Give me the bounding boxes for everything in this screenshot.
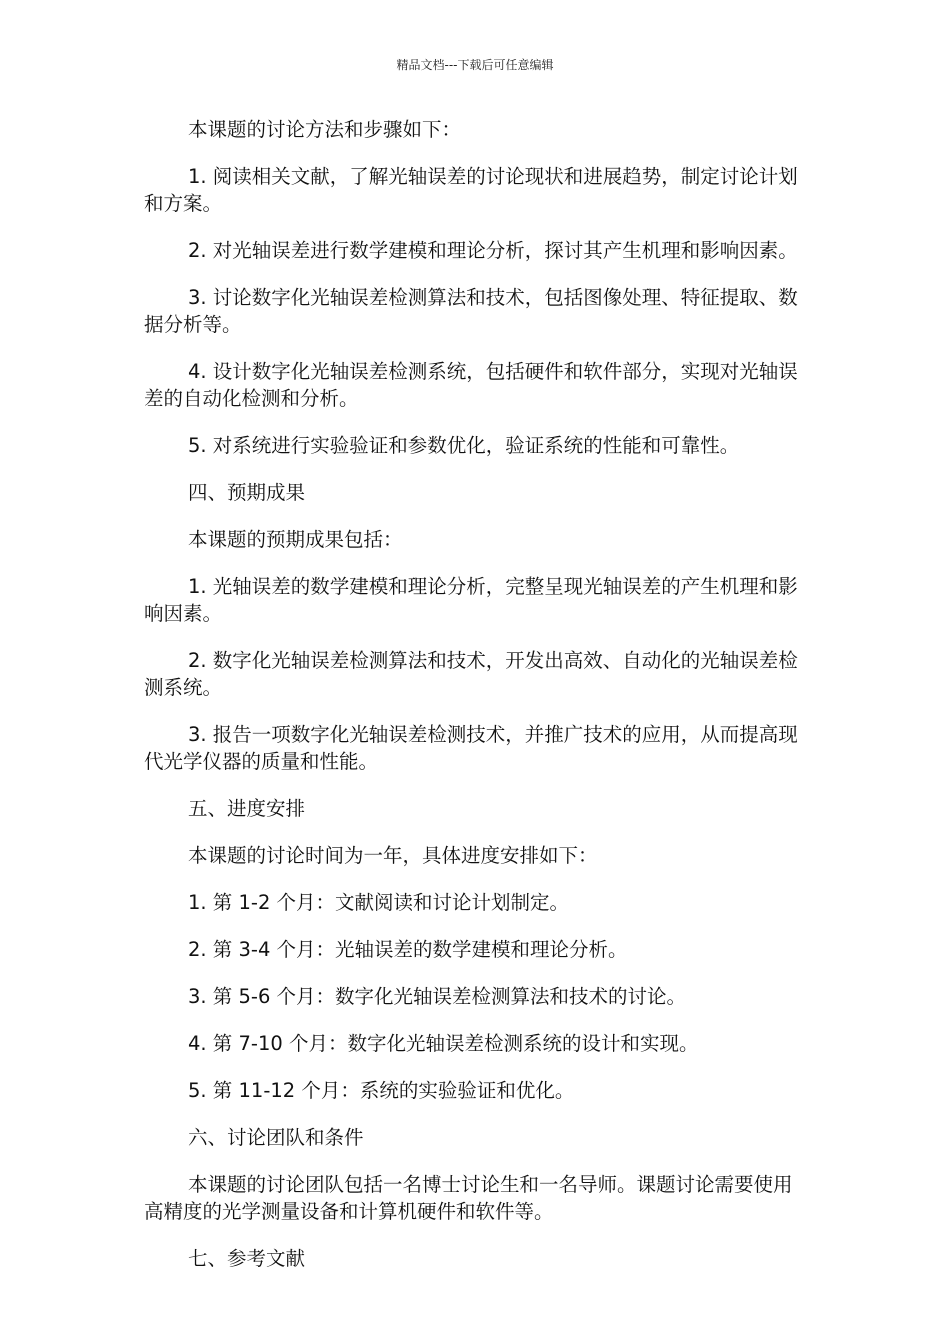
result-item-2: 2. 数字化光轴误差检测算法和技术，开发出高效、自动化的光轴误差检测系统。: [144, 649, 798, 699]
document-body: [144, 116, 808, 1292]
section-heading-team: 六、讨论团队和条件: [188, 1126, 364, 1149]
section-heading-expected-results: 四、预期成果: [188, 481, 306, 504]
method-step-2: 2. 对光轴误差进行数学建模和理论分析，探讨其产生机理和影响因素。: [188, 239, 798, 262]
result-item-1: 1. 光轴误差的数学建模和理论分析，完整呈现光轴误差的产生机理和影响因素。: [144, 575, 798, 625]
method-step-4: 4. 设计数字化光轴误差检测系统，包括硬件和软件部分，实现对光轴误差的自动化检测和分析。: [144, 360, 798, 410]
intro-expected-results: 本课题的预期成果包括：: [188, 528, 403, 551]
intro-schedule: 本课题的讨论时间为一年，具体进度安排如下：: [188, 844, 598, 867]
method-step-1: 1. 阅读相关文献，了解光轴误差的讨论现状和进展趋势，制定讨论计划和方案。: [144, 165, 798, 215]
team-description: 本课题的讨论团队包括一名博士讨论生和一名导师。课题讨论需要使用高精度的光学测量设备和计算机硬件和软件等。: [144, 1173, 793, 1223]
page-header: 精品文档---下载后可任意编辑: [396, 58, 554, 72]
method-step-5: 5. 对系统进行实验验证和参数优化，验证系统的性能和可靠性。: [188, 434, 740, 457]
schedule-item-3: 3. 第 5-6 个月：数字化光轴误差检测算法和技术的讨论。: [188, 985, 687, 1008]
result-item-3: 3. 报告一项数字化光轴误差检测技术，并推广技术的应用，从而提高现代光学仪器的质量和性能。: [144, 723, 798, 773]
schedule-item-4: 4. 第 7-10 个月：数字化光轴误差检测系统的设计和实现。: [188, 1032, 699, 1055]
intro-methods: 本课题的讨论方法和步骤如下：: [188, 118, 462, 141]
section-heading-references: 七、参考文献: [188, 1247, 306, 1270]
schedule-item-2: 2. 第 3-4 个月：光轴误差的数学建模和理论分析。: [188, 938, 628, 961]
schedule-item-5: 5. 第 11-12 个月：系统的实验验证和优化。: [188, 1079, 575, 1102]
section-heading-schedule: 五、进度安排: [188, 797, 306, 820]
method-step-3: 3. 讨论数字化光轴误差检测算法和技术，包括图像处理、特征提取、数据分析等。: [144, 286, 798, 336]
schedule-item-1: 1. 第 1-2 个月：文献阅读和讨论计划制定。: [188, 891, 570, 914]
